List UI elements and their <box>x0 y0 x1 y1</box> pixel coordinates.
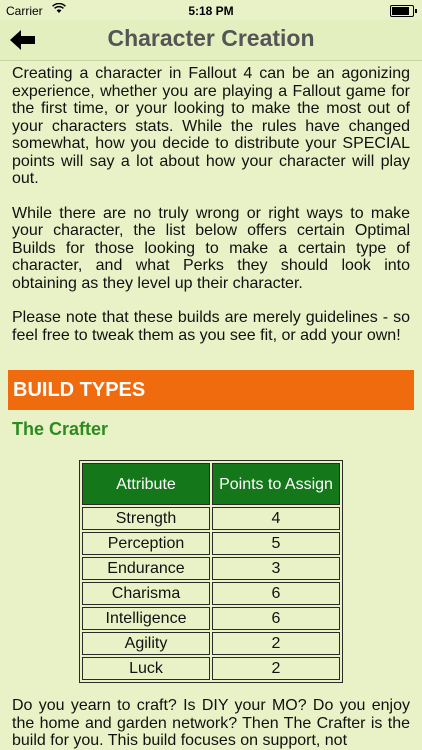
intro-paragraph-3: Please note that these builds are merely guidelines - so feel free to tweak them as you see fit, or add your own! <box>12 309 410 344</box>
attribute-cell: Perception <box>82 532 210 555</box>
table-row <box>82 507 340 530</box>
table-header-attribute: Attribute <box>82 463 210 505</box>
table-header-points: Points to Assign <box>212 463 340 505</box>
table-header-row <box>82 463 340 505</box>
attribute-cell: Intelligence <box>82 607 210 630</box>
table-row <box>82 532 340 555</box>
attribute-cell: Agility <box>82 632 210 655</box>
build-description: Do you yearn to craft? Is DIY your MO? Do you enjoy the home and garden network? Then The Crafter is the build for you. This build focuses on support, not <box>12 697 410 749</box>
attribute-table-wrapper <box>0 460 422 683</box>
status-bar <box>0 0 422 20</box>
points-cell: 3 <box>212 557 340 580</box>
page-title: Character Creation <box>107 25 315 51</box>
points-cell: 2 <box>212 632 340 655</box>
table-row <box>82 632 340 655</box>
table-row <box>82 557 340 580</box>
article-content[interactable] <box>0 61 422 750</box>
table-row <box>82 607 340 630</box>
table-row <box>82 657 340 680</box>
clock: 5:18 PM <box>188 4 234 18</box>
points-cell: 6 <box>212 607 340 630</box>
nav-bar <box>0 20 422 61</box>
table-row <box>82 582 340 605</box>
attribute-cell: Endurance <box>82 557 210 580</box>
build-title: The Crafter <box>12 419 109 439</box>
section-header: BUILD TYPES <box>8 370 414 410</box>
battery-icon <box>390 5 414 17</box>
points-cell: 5 <box>212 532 340 555</box>
points-cell: 6 <box>212 582 340 605</box>
attribute-cell: Luck <box>82 657 210 680</box>
attribute-table <box>79 460 343 683</box>
battery-fill <box>392 7 409 15</box>
carrier-label: Carrier <box>6 4 43 18</box>
intro-paragraph-2: While there are no truly wrong or right ways to make your character, the list below offers certain Optimal Builds for those looking to make a certain type of character, and what Perks they should look into obtaining as they level up their character. <box>12 204 410 292</box>
points-cell: 2 <box>212 657 340 680</box>
attribute-cell: Strength <box>82 507 210 530</box>
intro-paragraph-1: Creating a character in Fallout 4 can be an agonizing experience, whether you are playing a Fallout game for the first time, or your looking to make the most out of your characters stats. While the rules have changed somewhat, how you decide to distribute your SPECIAL points will say a lot about how your character will play out. <box>12 65 410 187</box>
points-cell: 4 <box>212 507 340 530</box>
attribute-cell: Charisma <box>82 582 210 605</box>
